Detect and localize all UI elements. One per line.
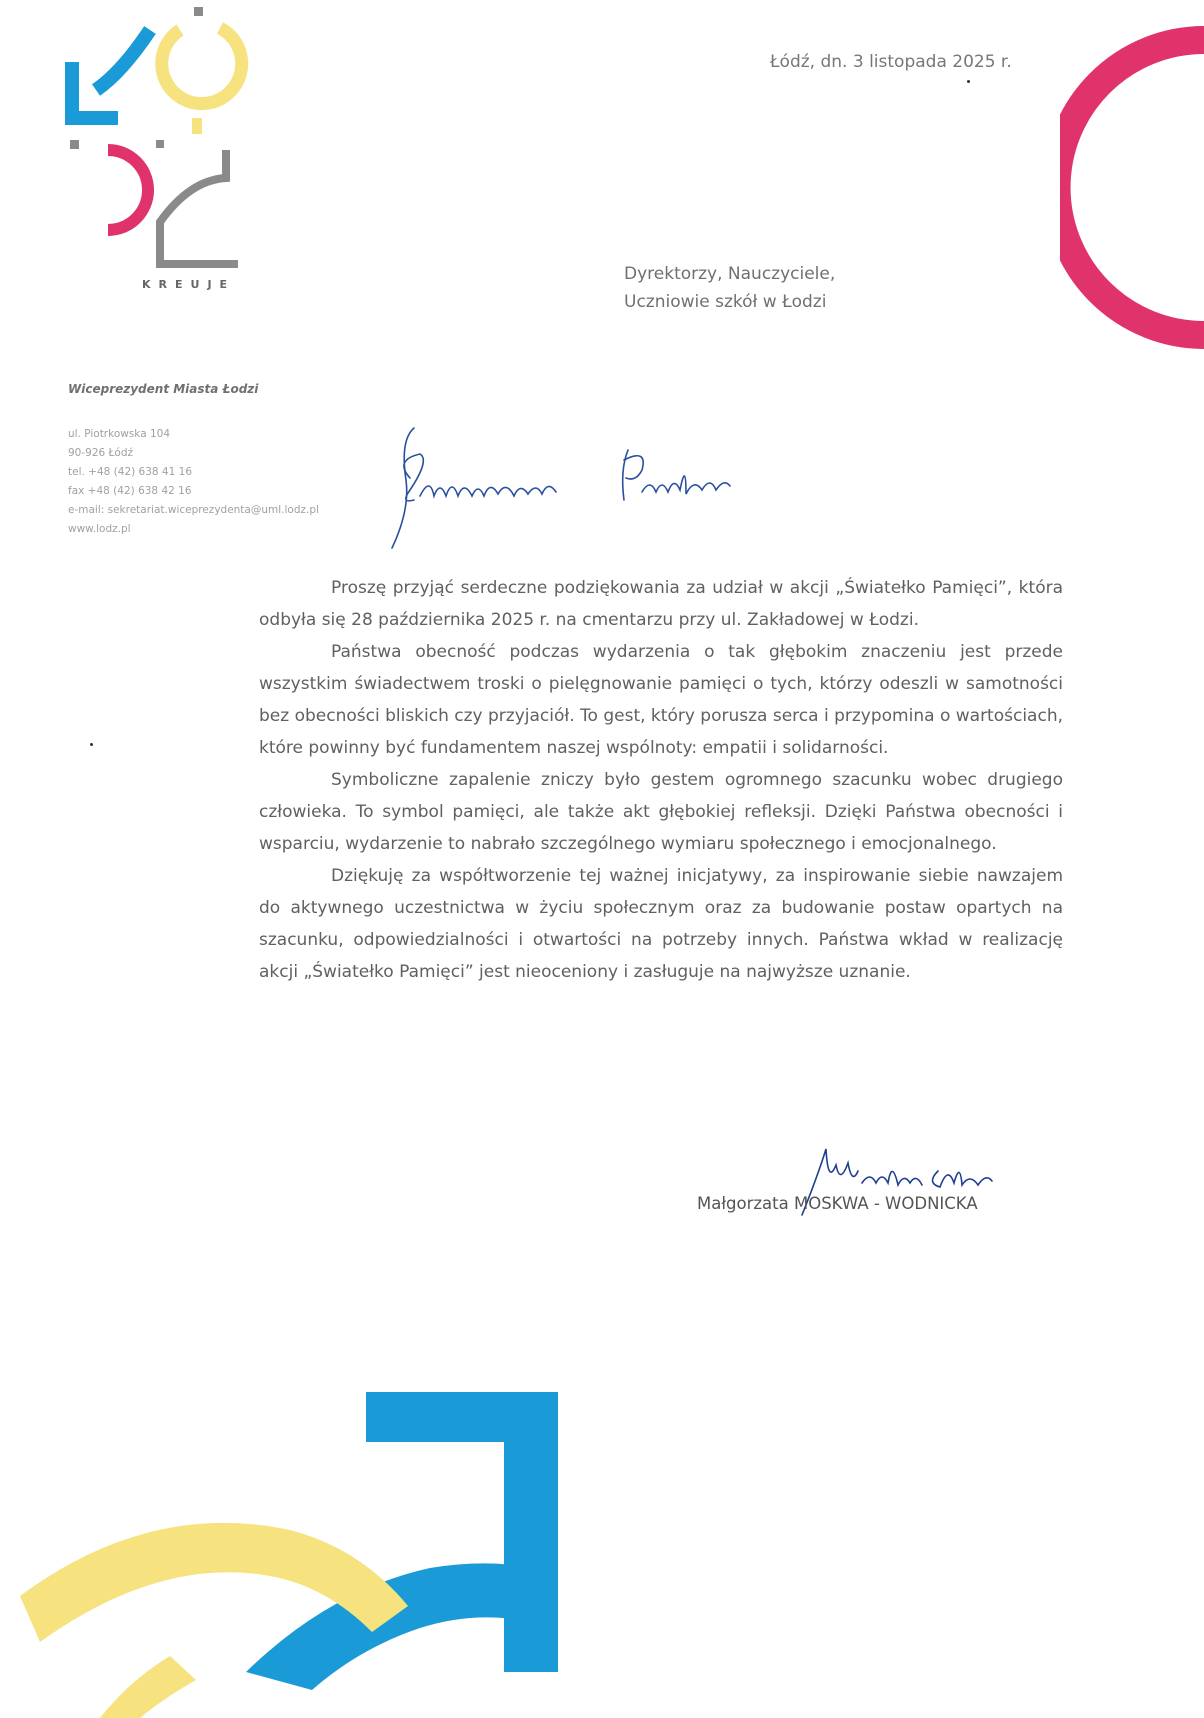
- handwritten-greeting: [380, 420, 800, 560]
- sender-fax: fax +48 (42) 638 42 16: [68, 485, 192, 497]
- logo-wordmark: KREUJE: [142, 278, 236, 291]
- sender-postal: 90-926 Łódź: [68, 447, 134, 459]
- pink-arc-decoration: [1060, 0, 1204, 360]
- letter-date: Łódź, dn. 3 listopada 2025 r.: [770, 52, 1012, 72]
- addressee-block: [624, 260, 835, 316]
- body-paragraph-4: Dziękuję za współtworzenie tej ważnej inicjatywy, za inspirowanie siebie nawzajem do aktywnego uczestnictwa w życiu społecznym oraz za budowanie postaw opartych na szacunku, odpowiedzialności i otwartości na potrzeby innych. Państwa wkład w realizację akcji „Światełko Pamięci” jest nieoceniony i zasługuje na najwyższe uznanie.: [259, 866, 1063, 982]
- letter-body: [259, 572, 1063, 988]
- sender-email: e-mail: sekretariat.wiceprezydenta@uml.lodz.pl: [68, 504, 319, 516]
- sender-street: ul. Piotrkowska 104: [68, 428, 171, 440]
- sender-tel: tel. +48 (42) 638 41 16: [68, 466, 192, 478]
- scan-speck: [967, 80, 970, 83]
- addressee-line-2: Uczniowie szkół w Łodzi: [624, 292, 827, 312]
- signatory-name: Małgorzata MOSKWA - WODNICKA: [697, 1194, 978, 1213]
- addressee-line-1: Dyrektorzy, Nauczyciele,: [624, 264, 836, 284]
- sender-web: www.lodz.pl: [68, 523, 131, 535]
- body-paragraph-3: Symboliczne zapalenie zniczy było gestem ogromnego szacunku wobec drugiego człowieka. To symbol pamięci, ale także akt głębokiej refleksji. Dzięki Państwa obecności i wsparciu, wydarzenie to nabrało szczególnego wymiaru społecznego i emocjonalnego.: [259, 770, 1063, 854]
- lodz-logo: [0, 0, 300, 300]
- body-paragraph-2: Państwa obecność podczas wydarzenia o tak głębokim znaczeniu jest przede wszystkim świadectwem troski o pielęgnowanie pamięci o tych, którzy odeszli w samotności bez obecności bliskich czy przyjaciół. To gest, który porusza serca i przypomina o wartościach, które powinny być fundamentem naszej wspólnoty: empatii i solidarności.: [259, 642, 1063, 758]
- bottom-logo-decoration: [0, 1380, 1204, 1718]
- sender-contact: [68, 425, 319, 539]
- body-paragraph-1: Proszę przyjąć serdeczne podziękowania za udział w akcji „Światełko Pamięci”, która odbyła się 28 października 2025 r. na cmentarzu przy ul. Zakładowej w Łodzi.: [259, 578, 1063, 630]
- scan-speck: [90, 743, 93, 746]
- sender-title: Wiceprezydent Miasta Łodzi: [68, 382, 259, 396]
